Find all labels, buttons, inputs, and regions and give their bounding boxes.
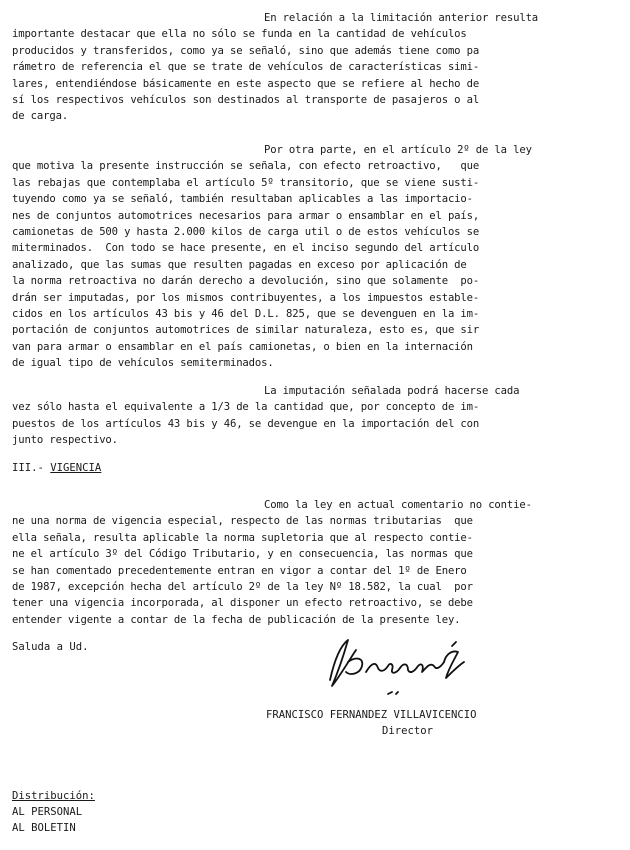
handwritten-signature (318, 632, 478, 696)
paragraph-limitation (12, 10, 612, 125)
paragraph-imputation (12, 383, 612, 449)
text-line: la norma retroactiva no darán derecho a devolución, sino que solamente po- (12, 275, 480, 288)
section-heading (12, 460, 101, 476)
text-line: de carga. (12, 110, 69, 123)
text-line: sí los respectivos vehículos son destinados al transporte de pasajeros o al (12, 94, 480, 107)
distribution-heading: Distribución: (12, 790, 95, 802)
text-line: ella señala, resulta aplicable la norma supletoria que al respecto contie- (12, 531, 473, 544)
text-line: cidos en los artículos 43 bis y 46 del D.L. 825, que se devenguen en la im- (12, 308, 480, 321)
text-line: vez sólo hasta el equivalente a 1/3 de la cantidad que, por concepto de im- (12, 401, 480, 414)
section-number: III.- (12, 462, 44, 474)
signer-name: FRANCISCO FERNANDEZ VILLAVICENCIO (266, 709, 477, 721)
text-line: van para armar o ensamblar en el país camionetas, o bien en la internación (12, 340, 473, 353)
distribution-item: AL PERSONAL (12, 806, 83, 818)
text-line: portación de conjuntos automotrices de similar naturaleza, esto es, que sir (12, 324, 480, 337)
text-line: entender vigente a contar de la fecha de publicación de la presente ley. (12, 613, 461, 626)
text-line: nes de conjuntos automotrices necesarios para armar o ensamblar en el país, (12, 209, 480, 222)
text-line: tuyendo como ya se señaló, también resultaban aplicables a las importacio- (12, 193, 473, 206)
text-line: junto respectivo. (12, 434, 118, 447)
text-line: tener una vigencia incorporada, al disponer un efecto retroactivo, se debe (12, 597, 473, 610)
section-title: VIGENCIA (50, 462, 102, 474)
text-line: lares, entendiéndose básicamente en este aspecto que se refiere al hecho de (12, 77, 480, 90)
text-line: se han comentado precedentemente entran en vigor a contar del 1º de Enero (12, 564, 467, 577)
paragraph-article-2 (12, 142, 612, 372)
text-line: En relación a la limitación anterior resulta (264, 12, 539, 24)
text-line: ne una norma de vigencia especial, respecto de las normas tributarias que (12, 515, 473, 528)
text-line: drán ser imputadas, por los mismos contribuyentes, a los impuestos estable- (12, 291, 480, 304)
text-line: ne el artículo 3º del Código Tributario, y en consecuencia, las normas que (12, 548, 473, 561)
text-line: puestos de los artículos 43 bis y 46, se devengue en la importación del con (12, 417, 480, 430)
text-line: producidos y transferidos, como ya se señaló, sino que además tiene como pa (12, 44, 480, 57)
text-line: importante destacar que ella no sólo se funda en la cantidad de vehículos (12, 28, 467, 41)
text-line: que motiva la presente instrucción se señala, con efecto retroactivo, que (12, 160, 480, 173)
text-line: de igual tipo de vehículos semiterminados. (12, 357, 274, 370)
text-line: analizado, que las sumas que resulten pagadas en exceso por aplicación de (12, 258, 467, 271)
signer-title: Director (382, 725, 434, 737)
text-line: La imputación señalada podrá hacerse cada (264, 385, 520, 397)
greeting: Saluda a Ud. (12, 641, 89, 653)
paragraph-vigencia (12, 497, 612, 628)
distribution-item: AL BOLETIN (12, 822, 76, 834)
text-line: Como la ley en actual comentario no contie- (264, 499, 532, 511)
text-line: Por otra parte, en el artículo 2º de la ley (264, 144, 532, 156)
text-line: de 1987, excepción hecha del artículo 2º de la ley Nº 18.582, la cual por (12, 581, 473, 594)
text-line: camionetas de 500 y hasta 2.000 kilos de carga util o de estos vehículos se (12, 226, 480, 239)
text-line: rámetro de referencia el que se trate de vehículos de características simi- (12, 61, 480, 74)
text-line: miterminados. Con todo se hace presente, en el inciso segundo del artículo (12, 242, 480, 255)
text-line: las rebajas que contemplaba el artículo 5º transitorio, que se viene susti- (12, 176, 480, 189)
